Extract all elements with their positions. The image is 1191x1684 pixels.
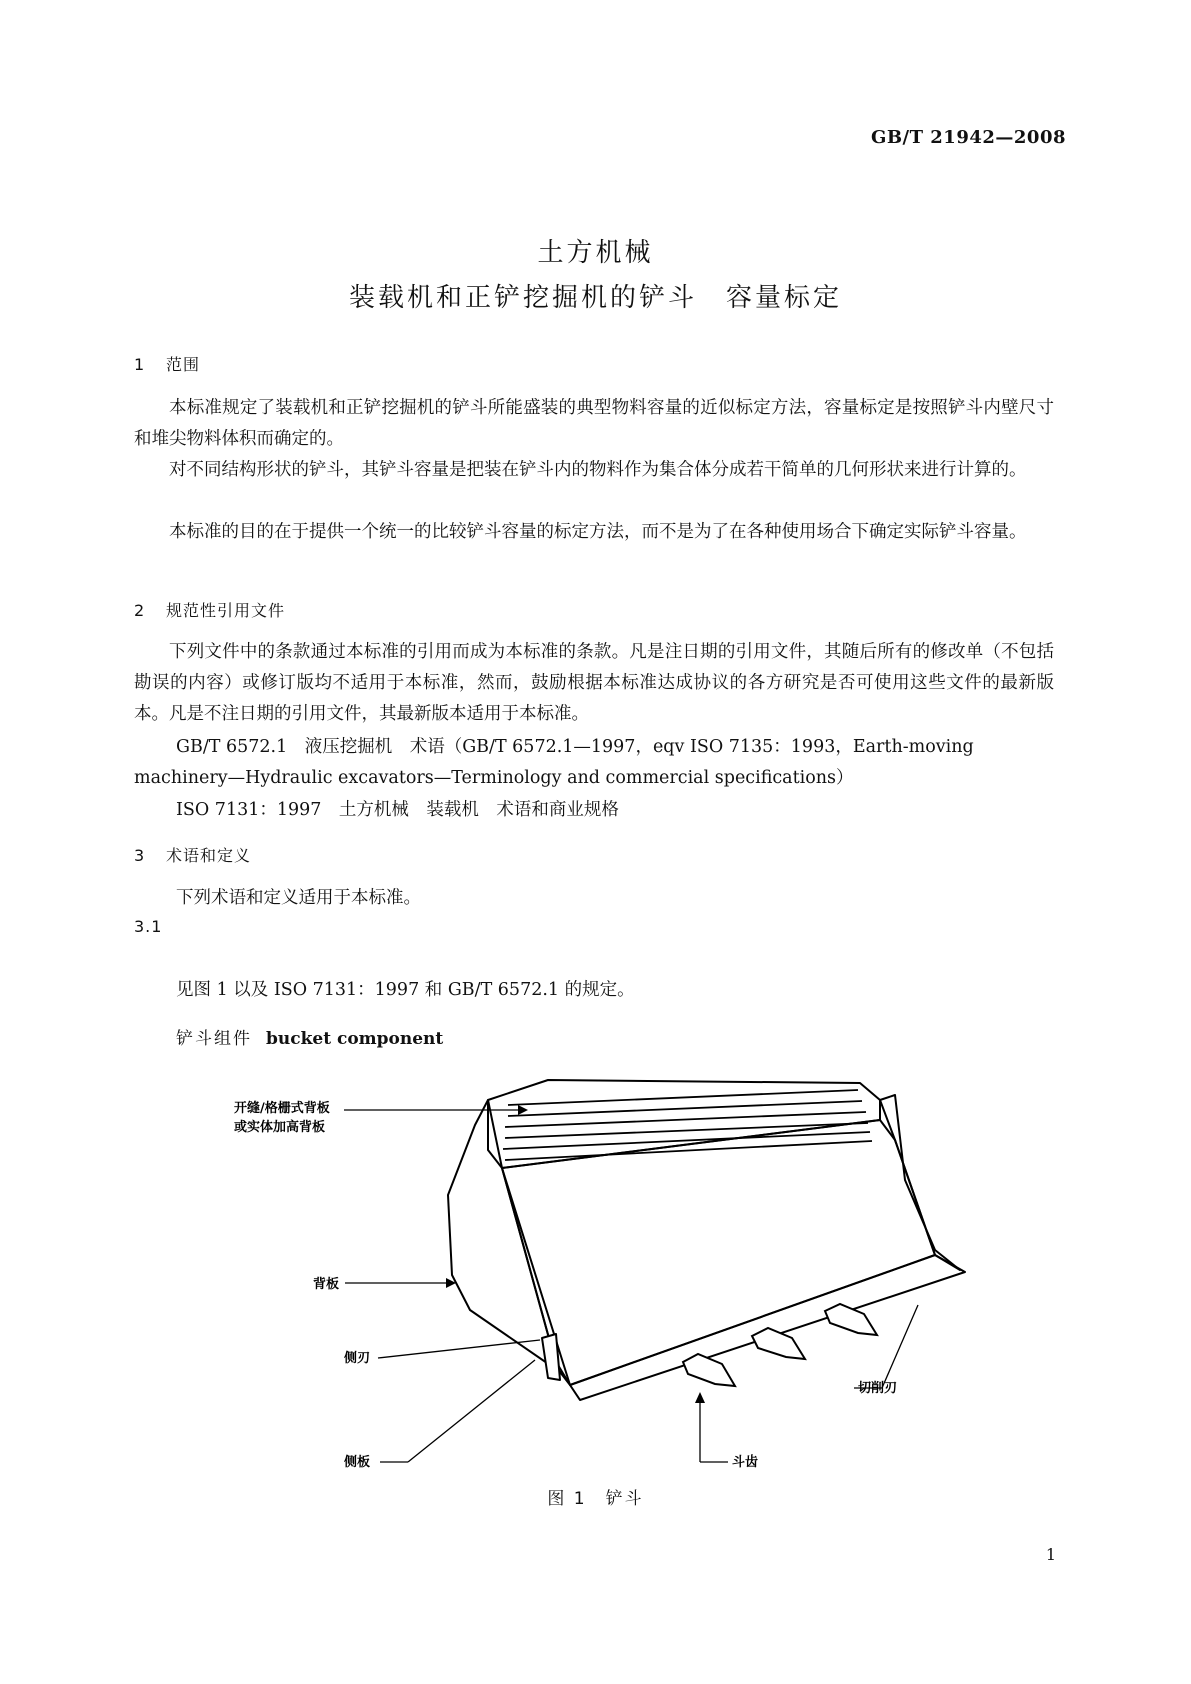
section-2-title: 规范性引用文件 xyxy=(166,601,286,620)
leader-lines xyxy=(344,1110,918,1462)
section-1-title: 范围 xyxy=(166,355,201,374)
label-cutting-edge: 切削刃 xyxy=(858,1381,898,1396)
section-3-number: 3 xyxy=(134,846,146,865)
section-1-paragraph-3: 本标准的目的在于提供一个统一的比较铲斗容量的标定方法，而不是为了在各种使用场合下确定实际铲斗容量。 xyxy=(169,522,1027,542)
back-plate-extension xyxy=(488,1080,880,1168)
label-back-plate-extension-line2: 或实体加高背板 xyxy=(234,1120,326,1135)
label-side-cutter: 侧刃 xyxy=(344,1351,371,1366)
section-1-number: 1 xyxy=(134,355,146,374)
document-title-line2: 装载机和正铲挖掘机的铲斗 容量标定 xyxy=(348,283,842,313)
section-1-paragraph-2: 对不同结构形状的铲斗，其铲斗容量是把装在铲斗内的物料作为集合体分成若干简单的几何形状来进行计算的。 xyxy=(169,460,1027,480)
back-plate xyxy=(502,1120,935,1385)
reference-gbt-6572-line2: machinery—Hydraulic excavators—Terminology and commercial specifications） xyxy=(134,768,854,788)
section-2-number: 2 xyxy=(134,601,146,620)
leader-side-cutter xyxy=(378,1340,540,1358)
figure-caption: 图 1 铲斗 xyxy=(547,1489,644,1509)
tooth-3 xyxy=(825,1304,877,1335)
side-cutter-block xyxy=(542,1334,560,1380)
label-back-plate: 背板 xyxy=(313,1277,340,1292)
tooth-1 xyxy=(683,1354,735,1386)
standard-number: GB/T 21942—2008 xyxy=(870,127,1066,148)
right-side-plate xyxy=(880,1095,960,1270)
section-3-intro: 下列术语和定义适用于本标准。 xyxy=(176,888,421,908)
bucket-teeth xyxy=(683,1304,877,1386)
term-chinese: 铲斗组件 xyxy=(176,1029,252,1049)
reference-gbt-6572-line1: GB/T 6572.1 液压挖掘机 术语（GB/T 6572.1—1997，eqv ISO 7135：1993，Earth-moving xyxy=(176,737,974,757)
inner-crease xyxy=(502,1168,555,1360)
page-number: 1 xyxy=(1045,1545,1056,1564)
document-title-line1: 土方机械 xyxy=(537,238,654,268)
label-side-plate: 侧板 xyxy=(344,1455,371,1470)
reference-iso-7131: ISO 7131：1997 土方机械 装载机 术语和商业规格 xyxy=(176,800,619,820)
term-reference-note: 见图 1 以及 ISO 7131：1997 和 GB/T 6572.1 的规定。 xyxy=(176,980,635,1000)
section-2-paragraph: 下列文件中的条款通过本标准的引用而成为本标准的条款。凡是注日期的引用文件，其随后所有的修改单（不包括勘误的内容）或修订版均不适用于本标准，然而，鼓励根据本标准达成协议的各方研究是否可使用这些文件的最新版本。凡是不注日期的引用文件，其最新版本适用于本标准。 xyxy=(134,642,1054,724)
subsection-3-1-number: 3.1 xyxy=(134,917,163,936)
bucket-drawing xyxy=(448,1080,965,1400)
tooth-2 xyxy=(752,1328,805,1359)
section-1-paragraph-1: 本标准规定了装载机和正铲挖掘机的铲斗所能盛装的典型物料容量的近似标定方法，容量标定是按照铲斗内壁尺寸和堆尖物料体积而确定的。 xyxy=(134,398,1054,449)
section-3-title: 术语和定义 xyxy=(166,846,252,865)
label-back-plate-extension-line1: 开缝/格栅式背板 xyxy=(234,1101,330,1116)
leader-cutting-edge-d xyxy=(882,1305,918,1388)
term-english: bucket component xyxy=(266,1029,444,1049)
label-teeth: 斗齿 xyxy=(732,1455,759,1470)
arrowhead-teeth xyxy=(695,1392,705,1403)
leader-side-plate-d xyxy=(408,1360,535,1462)
